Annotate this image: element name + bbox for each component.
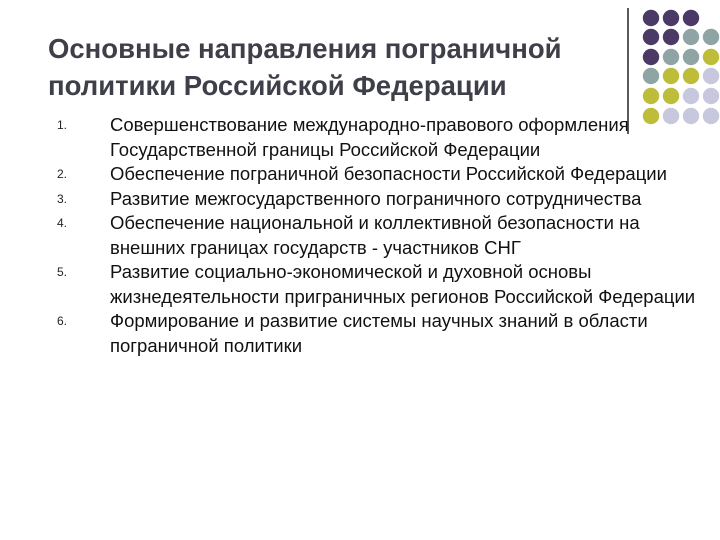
list-item-text: Развитие межгосударственного пограничного сотрудничества xyxy=(110,187,642,209)
decorative-dot-teal xyxy=(703,29,719,45)
decorative-dot-olive xyxy=(643,88,659,104)
decorative-dot-olive xyxy=(683,68,699,84)
decorative-dot-olive xyxy=(663,88,679,104)
list-item xyxy=(0,211,720,260)
list-item-number: 2. xyxy=(57,167,68,181)
decorative-dot-lavender xyxy=(703,68,719,84)
list-item-text: Обеспечение пограничной безопасности Российской Федерации xyxy=(110,163,667,184)
decorative-dot-olive xyxy=(703,49,719,65)
list-item xyxy=(0,162,720,187)
list-item-number: 1. xyxy=(57,118,68,132)
list-item-number: 5. xyxy=(57,265,68,279)
list-item-number: 4. xyxy=(57,216,68,230)
decorative-dot-purple xyxy=(643,10,659,26)
list-item xyxy=(0,113,720,162)
list-item-number: 3. xyxy=(57,191,68,206)
decorative-dot-lavender xyxy=(683,88,699,104)
decorative-dot-teal xyxy=(683,49,699,65)
list-item-text: Обеспечение национальной и коллективной безопасности на внешних границах государств - участников СНГ xyxy=(110,212,640,258)
list-item xyxy=(0,260,720,309)
list-item xyxy=(0,187,720,212)
list-item xyxy=(0,309,720,358)
decorative-dot-purple xyxy=(663,29,679,45)
decorative-dot-olive xyxy=(663,68,679,84)
decorative-dot-teal xyxy=(643,68,659,84)
list-item-number: 6. xyxy=(57,314,68,328)
slide-title: Основные направления пограничной политики Российской Федерации xyxy=(48,33,562,101)
decorative-dot-purple xyxy=(643,29,659,45)
directions-list xyxy=(0,113,720,358)
decorative-dot-purple xyxy=(663,10,679,26)
decorative-dot-teal xyxy=(663,49,679,65)
decorative-dot-lavender xyxy=(703,88,719,104)
decorative-dot-teal xyxy=(683,29,699,45)
list-item-text: Формирование и развитие системы научных знаний в области пограничной политики xyxy=(110,310,648,356)
list-item-text: Развитие социально-экономической и духовной основы жизнедеятельности приграничных регионов Российской Федерации xyxy=(110,261,696,307)
decorative-dot-purple xyxy=(643,49,659,65)
decorative-dot-purple xyxy=(683,10,699,26)
list-item-text: Совершенствование международно-правового оформления Государственной границы Российской Федерации xyxy=(110,114,629,160)
